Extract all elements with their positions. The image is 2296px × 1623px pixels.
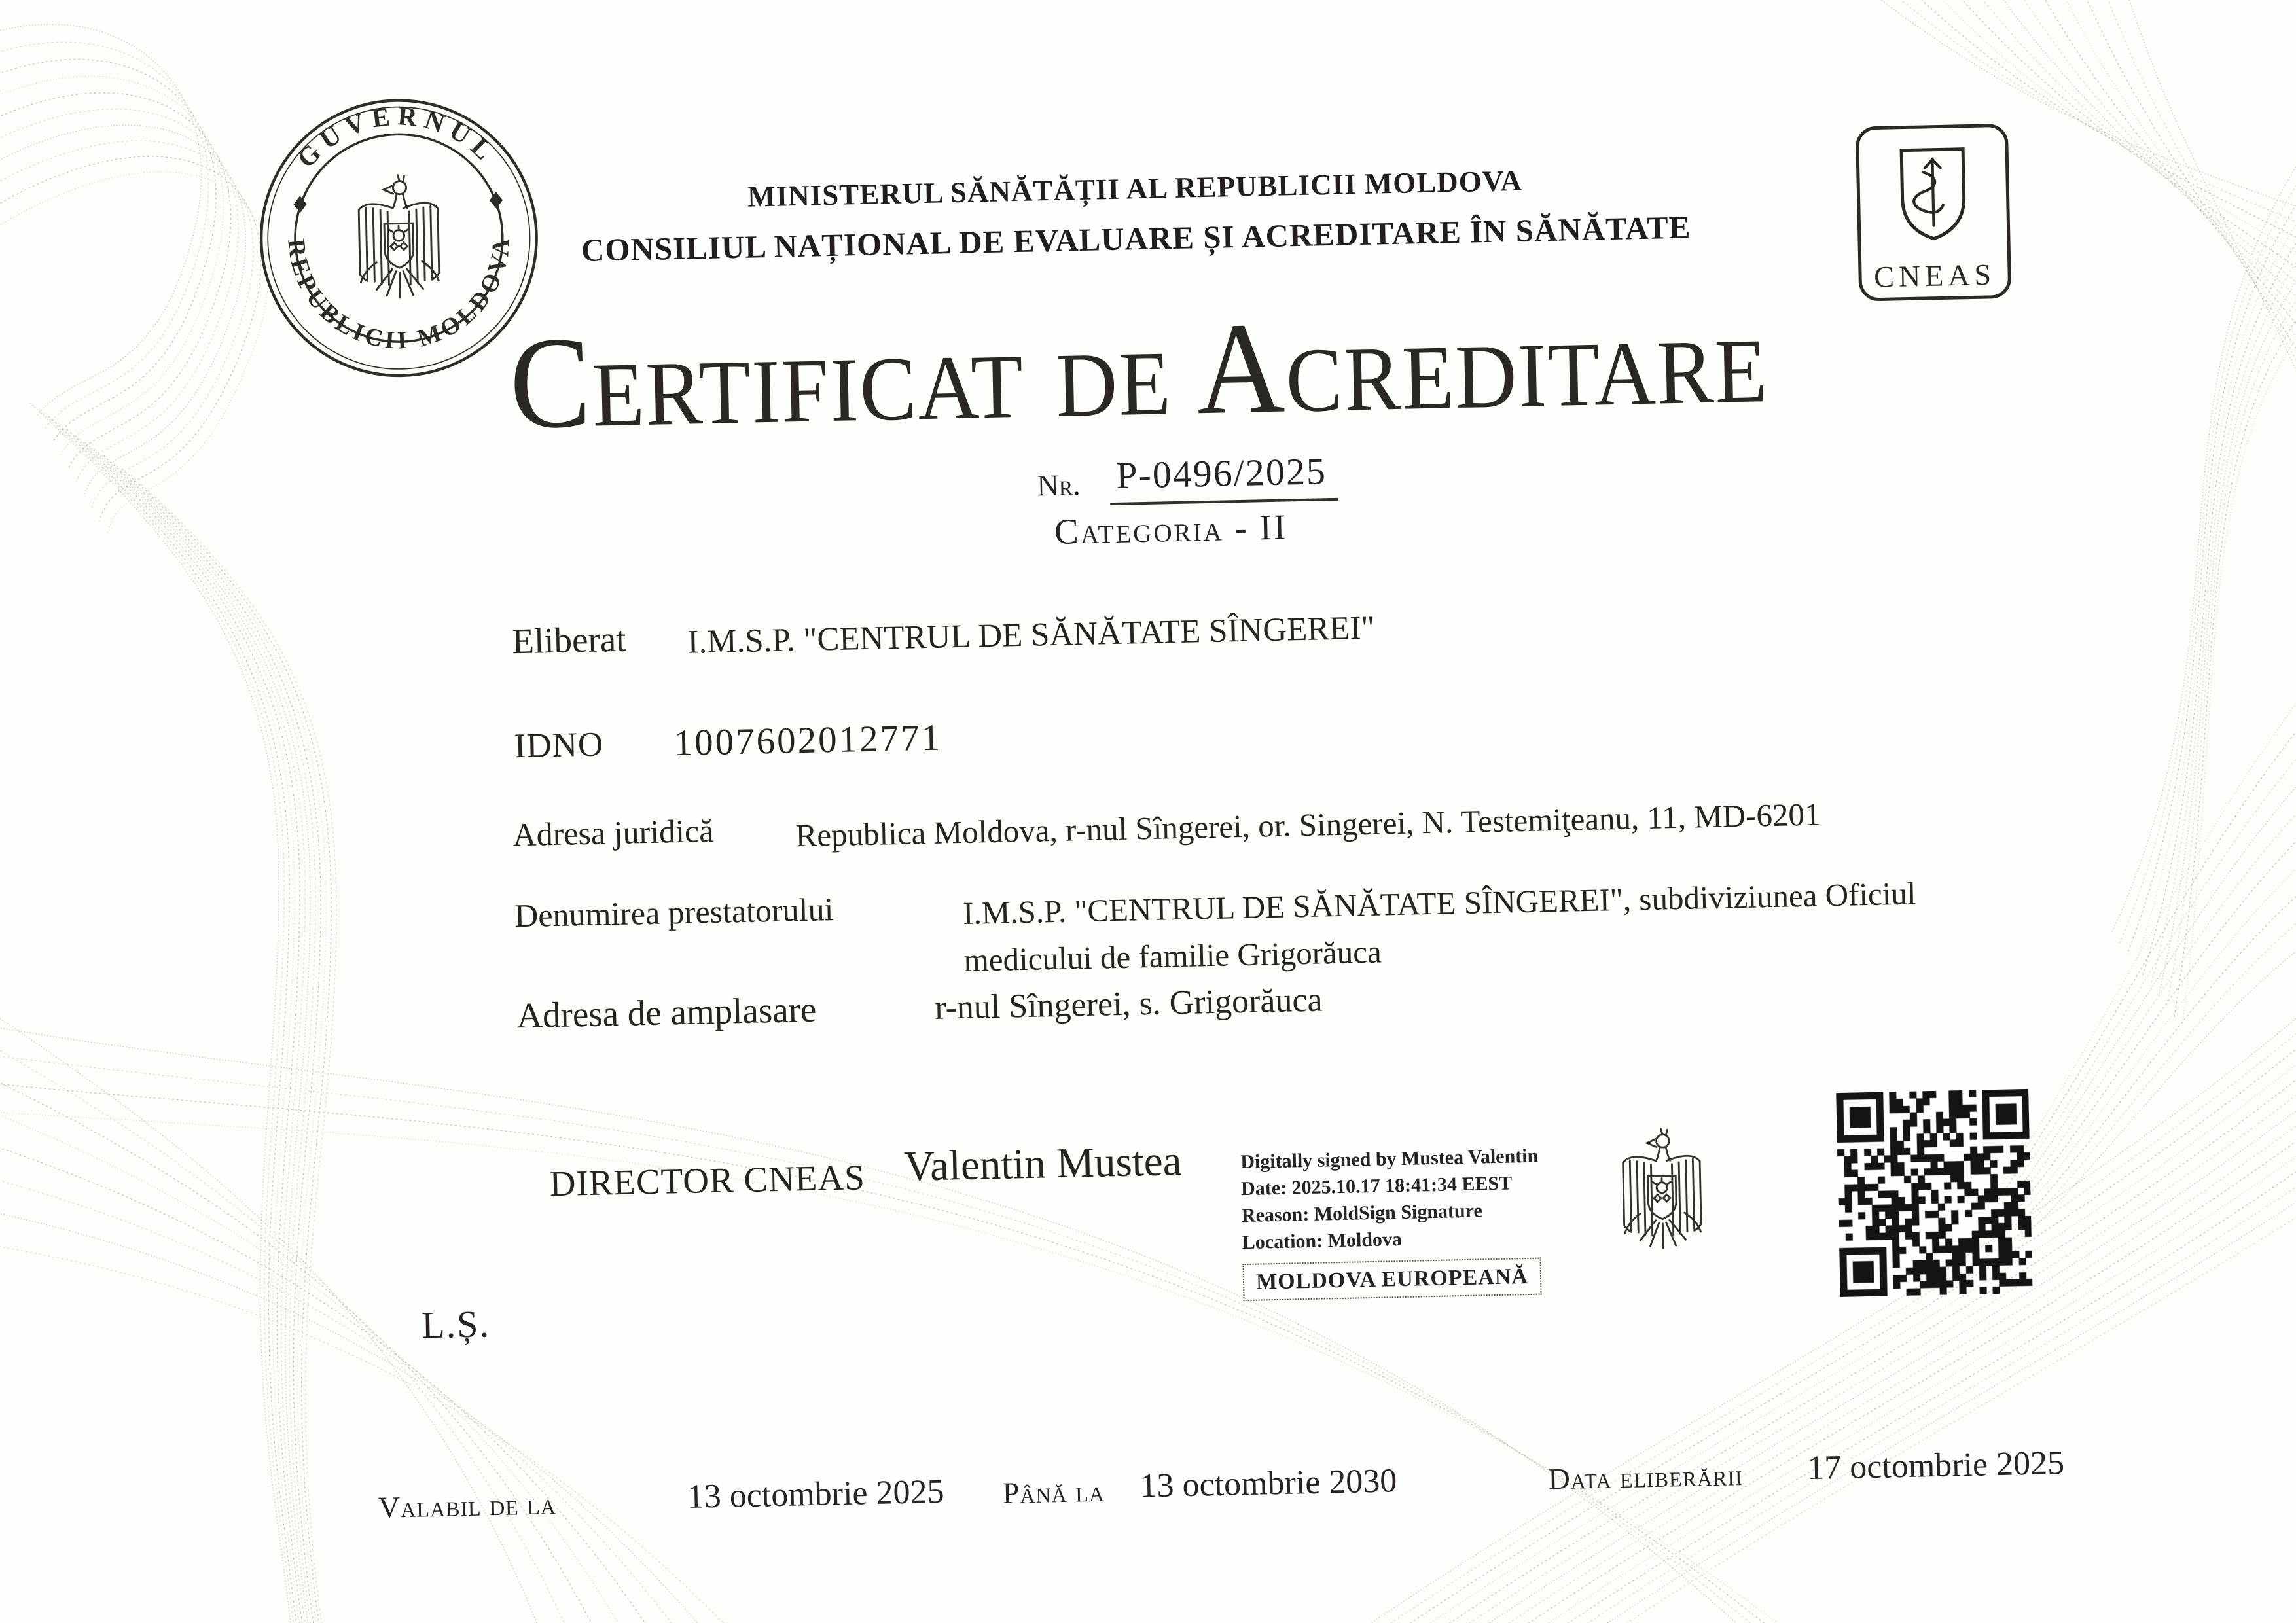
valid-from-value: 13 octombrie 2025: [687, 1472, 945, 1516]
signature-line-date: Date: 2025.10.17 18:41:34 EEST: [1240, 1172, 1513, 1200]
council-line: CONSILIUL NAȚIONAL DE EVALUARE ȘI ACREDITARE ÎN SĂNĂTATE: [581, 209, 1691, 268]
issue-date-label: Data eliberării: [1547, 1458, 1744, 1496]
qr-code: [1836, 1089, 2032, 1297]
moldova-europeana-stamp: MOLDOVA EUROPEANĂ: [1243, 1258, 1542, 1302]
cneas-label: CNEAS: [1873, 257, 1996, 294]
seal-top-text: GUVERNUL: [291, 101, 503, 173]
certificate-number-value: P-0496/2025: [1109, 449, 1338, 505]
ministry-line: MINISTERUL SĂNĂTĂȚII AL REPUBLICII MOLDOVA: [747, 164, 1523, 213]
moldova-eagle-emblem-icon: [1602, 1122, 1721, 1264]
adresa-juridica-label: Adresa juridică: [512, 812, 714, 853]
seal-bottom-text: REPUBLICII MOLDOVA: [282, 234, 516, 355]
adresa-juridica-value: Republica Moldova, r-nul Sîngerei, or. Singerei, N. Testemiţeanu, 11, MD-6201: [795, 796, 1821, 854]
director-name: Valentin Mustea: [903, 1137, 1183, 1190]
denumirea-prestatorului-label: Denumirea prestatorului: [514, 891, 834, 935]
signature-line-location: Location: Moldova: [1242, 1228, 1403, 1254]
certificate-number-label: Nr.: [1036, 468, 1081, 503]
digital-signature-block: [1240, 1143, 1542, 1301]
signature-line-reason: Reason: MoldSign Signature: [1241, 1200, 1483, 1227]
director-label: DIRECTOR CNEAS: [549, 1157, 866, 1204]
adresa-amplasare-value: r-nul Sîngerei, s. Grigorăuca: [934, 981, 1323, 1027]
category-line: Categoria - II: [1054, 507, 1288, 552]
idno-value: 1007602012771: [673, 717, 942, 764]
denumirea-prestatorului-value: I.M.S.P. "CENTRUL DE SĂNĂTATE SÎNGEREI", subdiviziunea Oficiul medicului de familie Grigorăuca: [962, 875, 1916, 978]
issue-date-value: 17 octombrie 2025: [1806, 1444, 2065, 1488]
signature-line-signed-by: Digitally signed by Mustea Valentin: [1240, 1145, 1539, 1173]
adresa-amplasare-label: Adresa de amplasare: [516, 989, 817, 1036]
eliberat-value: I.M.S.P. "CENTRUL DE SĂNĂTATE SÎNGEREI": [687, 609, 1375, 661]
ls-mark: L.Ș.: [421, 1302, 491, 1347]
page-title: Certificat de Acreditare: [508, 285, 1770, 457]
valid-from-label: Valabil de la: [378, 1487, 557, 1524]
eliberat-label: Eliberat: [511, 618, 627, 662]
idno-label: IDNO: [514, 725, 604, 766]
valid-until-value: 13 octombrie 2030: [1139, 1462, 1397, 1505]
valid-until-label: Până la: [1002, 1474, 1105, 1510]
